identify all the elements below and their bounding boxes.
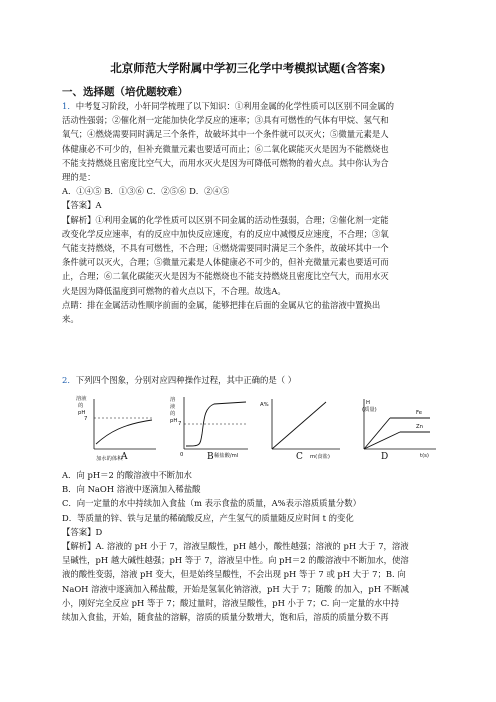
chart-d-series-fe: Fe [416, 410, 423, 416]
chart-b-xlabel: 稀盐酸/ml [214, 453, 239, 459]
question-number: 2． [62, 375, 76, 385]
chart-d-xlabel: t(s) [420, 453, 429, 459]
chart-a [74, 394, 159, 464]
question-number: 1． [62, 101, 76, 111]
chart-b-ylabel: 溶 [170, 397, 176, 403]
question-2-option: A．向 pH＝2 的酸溶液中不断加水 [62, 470, 192, 480]
chart-d-series-zn: Zn [416, 424, 423, 430]
page-title: 北京师范大学附属中学初三化学中考模拟试题(含答案) [110, 61, 386, 75]
analysis-line: 呈碱性，pH 越大碱性越强；pH 等于 7，溶液呈中性。向 pH＝2 的酸溶液中不断加水，使溶 [62, 555, 409, 566]
comment-line: 来。 [62, 314, 79, 325]
question-2-option: C．向一定量的水中持续加入食盐（m 表示食盐的质量，A%表示溶质质量分数） [62, 498, 362, 509]
chart-a-ylabel: pH [78, 410, 86, 416]
analysis-line: 火是因为降低温度到可燃物的着火点以下，不合理。故选A。 [62, 285, 286, 296]
chart-c-ylabel: A% [260, 402, 269, 408]
question-1-line: 氧气；④燃烧需要同时满足三个条件，故破坏其中一个条件就可以灭火；⑤微量元素是人 [62, 129, 389, 140]
chart-d-letter: D [381, 452, 389, 462]
comment-line: 点睛：排在金属活动性顺序前面的金属，能够把排在后面的金属从它的盐溶液中置换出 [62, 299, 381, 310]
chart-c-letter: C [296, 452, 303, 462]
question-1-line: 活动性强弱；②催化剂一定能加快化学反应的速率；③具有可燃性的气体有甲烷、氢气和 [62, 115, 389, 126]
analysis-line: 改变化学反应速率，有的反应中加快反应速度，有的反应中减慢反应速度，不合理；③氧 [62, 228, 389, 239]
chart-c-xlabel: m(食盐) [310, 454, 330, 460]
question-1-line: 体健康必不可少的，但补充微量元素也要适可而止；⑥二氧化碳能灭火是因为不能燃烧也 [62, 143, 389, 154]
chart-a-tick: 7 [84, 416, 88, 422]
chart-a-letter: A [121, 452, 128, 462]
analysis-line: 【解析】①利用金属的化学性质可以区别不同金属的活动性强弱，合理；②催化剂一定能 [62, 214, 389, 225]
chart-b-ylabel: pH [170, 418, 178, 424]
question-2-option: B．向 NaOH 溶液中逐滴加入稀盐酸 [62, 484, 201, 495]
chart-b-ylabel: 的 [170, 411, 176, 417]
section-heading: 一、选择题（培优题较难） [62, 86, 188, 98]
question-2-body [62, 468, 442, 624]
analysis-line: 小，刚好完全反应 pH 等于 7；酸过量时，溶液呈酸性，pH 小于 7；C. 向一定量的水中持 [62, 597, 400, 608]
chart-a-ylabel: 溶液 [76, 396, 87, 402]
analysis-line: NaOH 溶液中逐滴加入稀盐酸，开始是氢氧化钠溶液，pH 大于 7；随酸 的加入，pH 不断减 [62, 583, 409, 594]
chart-d [354, 394, 439, 464]
analysis-line: 续加入食盐，开始，随食盐的溶解，溶质的质量分数增大，饱和后，溶质的质量分数不再 [62, 612, 389, 623]
question-2-stem: 2．下列四个图象，分别对应四种操作过程，其中正确的是（ ） [62, 375, 297, 385]
chart-b-ylabel: 液 [170, 404, 176, 410]
chart-d-ylabel: (质量) [362, 407, 377, 413]
analysis-line: 条件就可以灭火，合理；⑤微量元素是人体健康必不可少的，但补充微量元素也要适可而 [62, 257, 389, 268]
chart-b-origin: 0 [180, 452, 184, 458]
question-1 [62, 99, 436, 326]
question-1-line: 不能支持燃烧且密度比空气大，而用水灭火是因为可降低可燃物的着火点。其中你认为合 [62, 157, 389, 168]
chart-b-letter: B [207, 452, 214, 462]
chart-a-xlabel: 加水的体积 [96, 456, 123, 462]
question-1-line: 理的是： [62, 172, 96, 183]
question-1-line: 1．中考复习阶段，小轩同学梳理了以下知识：①利用金属的化学性质可以区别不同金属的 [62, 101, 394, 111]
chart-d-ylabel: H [366, 400, 370, 406]
question-2-option: D．等质量的锌、铁与足量的稀硫酸反应，产生氢气的质量随反应时间 t 的变化 [62, 512, 354, 523]
chart-a-ylabel: 的 [78, 403, 84, 409]
analysis-line: 气能支持燃烧，不具有可燃性，不合理；④燃烧需要同时满足三个条件，故破坏其中一个 [62, 243, 389, 254]
analysis-line: 【解析】A. 溶液的 pH 小于 7，溶液呈酸性，pH 越小，酸性越强；溶液的 pH 大于 7，溶液 [62, 541, 409, 552]
question-2-answer: 【答案】D [62, 526, 103, 537]
question-1-answer: 【答案】A [62, 200, 102, 211]
question-1-options: A．①④⑤ B．①③⑥ C．②⑤⑥ D．②④⑤ [62, 186, 230, 197]
analysis-line: 止，合理；⑥二氧化碳能灭火是因为不能燃烧也不能支持燃烧且密度比空气大，而用水灭 [62, 271, 389, 282]
analysis-line: 液的酸性变弱，溶液 pH 变大，但是始终呈酸性，不会出现 pH 等于 7 或 pH 大于 7；B. 向 [62, 569, 406, 580]
chart-b-tick: 7 [178, 421, 182, 427]
